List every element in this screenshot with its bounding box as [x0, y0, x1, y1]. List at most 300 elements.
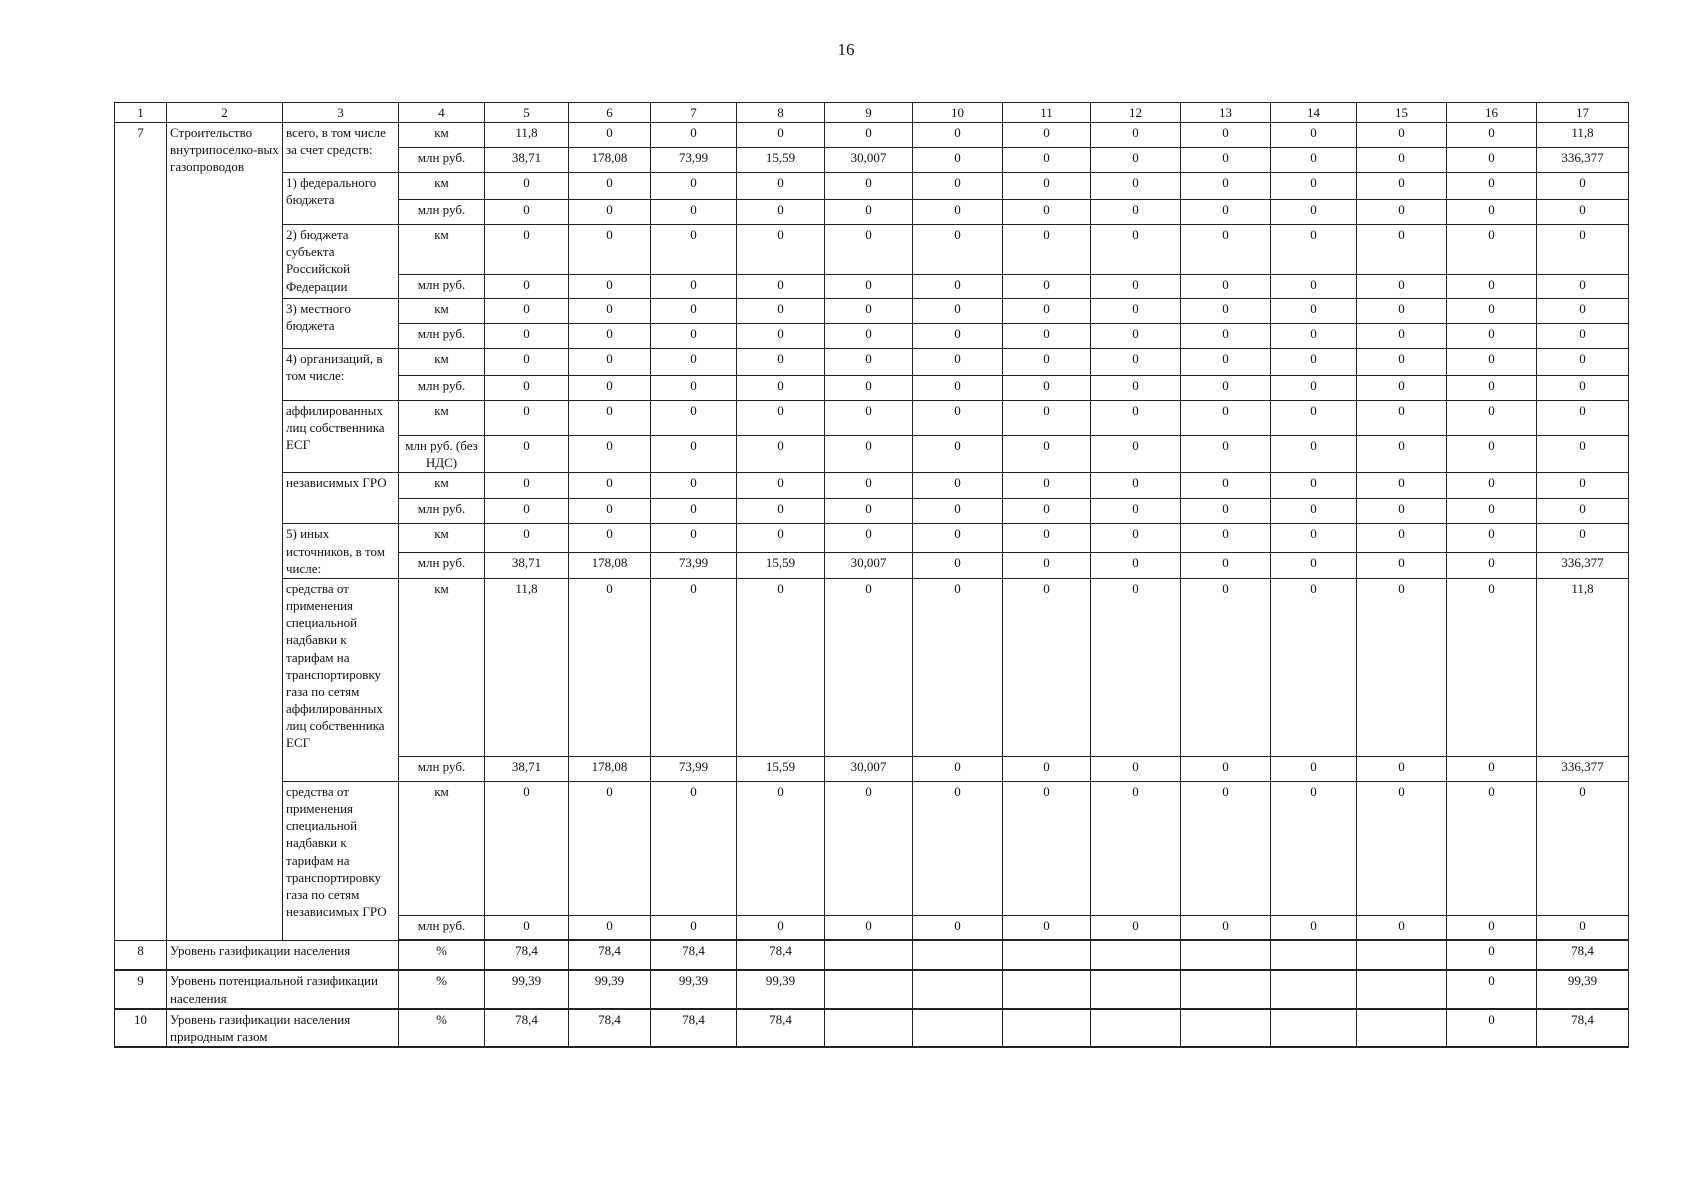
value-cell: 0 — [825, 299, 913, 324]
source-label: всего, в том числе за счет средств: — [283, 123, 399, 173]
value-cell: 0 — [825, 225, 913, 275]
value-cell: 178,08 — [569, 552, 651, 578]
unit-cell: млн руб. — [399, 552, 485, 578]
value-cell: 0 — [651, 349, 737, 376]
value-cell: 0 — [1447, 123, 1537, 148]
value-cell: 0 — [651, 524, 737, 552]
value-cell: 0 — [737, 349, 825, 376]
value-cell: 0 — [825, 578, 913, 756]
value-cell: 0 — [651, 123, 737, 148]
value-cell: 0 — [1537, 524, 1629, 552]
col-header: 11 — [1003, 103, 1091, 123]
row-number: 10 — [115, 1009, 167, 1047]
value-cell: 0 — [1447, 781, 1537, 915]
value-cell: 0 — [1447, 915, 1537, 940]
value-cell: 0 — [737, 275, 825, 299]
unit-cell: млн руб. — [399, 756, 485, 781]
value-cell: 0 — [1537, 349, 1629, 376]
value-cell: 0 — [913, 148, 1003, 173]
value-cell: 0 — [825, 473, 913, 499]
value-cell: 73,99 — [651, 552, 737, 578]
value-cell: 0 — [1003, 401, 1091, 436]
value-cell: 11,8 — [1537, 123, 1629, 148]
col-header: 5 — [485, 103, 569, 123]
page-number: 16 — [837, 40, 855, 59]
value-cell: 0 — [1003, 376, 1091, 401]
value-cell: 0 — [1181, 473, 1271, 499]
value-cell: 0 — [1447, 473, 1537, 499]
value-cell: 15,59 — [737, 756, 825, 781]
source-label: 1) федерального бюджета — [283, 173, 399, 225]
value-cell: 0 — [1447, 275, 1537, 299]
value-cell: 0 — [913, 473, 1003, 499]
value-cell: 99,39 — [651, 970, 737, 1008]
unit-cell: % — [399, 970, 485, 1008]
value-cell: 0 — [1271, 915, 1357, 940]
value-cell: 0 — [1447, 299, 1537, 324]
value-cell: 0 — [1003, 148, 1091, 173]
value-cell: 0 — [1271, 324, 1357, 349]
value-cell: 0 — [1357, 436, 1447, 473]
value-cell: 0 — [1537, 376, 1629, 401]
value-cell: 0 — [913, 275, 1003, 299]
value-cell: 0 — [1447, 940, 1537, 970]
value-cell: 0 — [1447, 756, 1537, 781]
value-cell: 0 — [825, 499, 913, 524]
table-row — [115, 940, 1629, 970]
value-cell: 0 — [1271, 781, 1357, 915]
value-cell: 0 — [569, 499, 651, 524]
value-cell: 0 — [825, 524, 913, 552]
value-cell: 0 — [1271, 524, 1357, 552]
value-cell: 0 — [569, 299, 651, 324]
value-cell: 0 — [825, 123, 913, 148]
value-cell: 0 — [737, 401, 825, 436]
value-cell: 0 — [1091, 401, 1181, 436]
value-cell: 0 — [569, 200, 651, 225]
value-cell: 0 — [1091, 781, 1181, 915]
table-row — [115, 970, 1629, 1008]
value-cell: 0 — [485, 499, 569, 524]
value-cell: 0 — [825, 275, 913, 299]
unit-cell: км — [399, 173, 485, 200]
unit-cell: км — [399, 349, 485, 376]
value-cell: 0 — [1091, 349, 1181, 376]
value-cell: 0 — [825, 401, 913, 436]
unit-cell: км — [399, 524, 485, 552]
value-cell: 0 — [1357, 324, 1447, 349]
value-cell: 0 — [1271, 200, 1357, 225]
value-cell: 0 — [651, 275, 737, 299]
value-cell: 38,71 — [485, 552, 569, 578]
value-cell: 0 — [1003, 915, 1091, 940]
value-cell: 0 — [485, 275, 569, 299]
value-cell: 0 — [569, 401, 651, 436]
row-title: Уровень газификации населения природным газом — [167, 1009, 399, 1047]
table-row — [115, 349, 1629, 376]
value-cell: 30,007 — [825, 148, 913, 173]
value-cell: 0 — [485, 173, 569, 200]
value-cell: 0 — [1181, 552, 1271, 578]
value-cell: 0 — [1447, 225, 1537, 275]
value-cell: 0 — [1181, 524, 1271, 552]
value-cell: 78,4 — [651, 1009, 737, 1047]
value-cell: 0 — [913, 756, 1003, 781]
value-cell: 0 — [1271, 349, 1357, 376]
value-cell: 0 — [737, 324, 825, 349]
value-cell: 0 — [1181, 200, 1271, 225]
row-title: Строительство внутрипоселко-вых газопроводов — [167, 123, 283, 941]
unit-cell: км — [399, 473, 485, 499]
value-cell: 0 — [1181, 578, 1271, 756]
value-cell: 0 — [1091, 275, 1181, 299]
value-cell: 0 — [1271, 552, 1357, 578]
value-cell: 11,8 — [485, 123, 569, 148]
value-cell: 0 — [1271, 578, 1357, 756]
value-cell: 0 — [569, 781, 651, 915]
value-cell: 0 — [1181, 915, 1271, 940]
source-label: 5) иных источников, в том числе: — [283, 524, 399, 578]
value-cell: 0 — [825, 436, 913, 473]
value-cell: 0 — [1357, 200, 1447, 225]
unit-cell: млн руб. — [399, 324, 485, 349]
value-cell: 0 — [1447, 970, 1537, 1008]
value-cell: 0 — [1003, 123, 1091, 148]
value-cell: 0 — [737, 524, 825, 552]
value-cell: 0 — [1091, 552, 1181, 578]
value-cell: 0 — [485, 781, 569, 915]
value-cell: 0 — [1091, 436, 1181, 473]
value-cell: 0 — [825, 376, 913, 401]
value-cell: 0 — [569, 524, 651, 552]
value-cell: 0 — [1271, 173, 1357, 200]
value-cell: 0 — [1537, 473, 1629, 499]
value-cell: 0 — [1181, 781, 1271, 915]
table-row — [115, 578, 1629, 756]
row-title: Уровень газификации населения — [167, 940, 399, 970]
value-cell: 336,377 — [1537, 148, 1629, 173]
value-cell: 0 — [1003, 200, 1091, 225]
value-cell: 78,4 — [651, 940, 737, 970]
table-row — [115, 225, 1629, 275]
unit-cell: млн руб. — [399, 915, 485, 940]
unit-cell: млн руб. (без НДС) — [399, 436, 485, 473]
value-cell: 38,71 — [485, 148, 569, 173]
value-cell: 0 — [1181, 436, 1271, 473]
value-cell: 0 — [1357, 148, 1447, 173]
value-cell: 0 — [1091, 148, 1181, 173]
value-cell: 0 — [651, 173, 737, 200]
value-cell: 73,99 — [651, 756, 737, 781]
value-cell: 0 — [737, 299, 825, 324]
col-header: 2 — [167, 103, 283, 123]
source-label: независимых ГРО — [283, 473, 399, 524]
value-cell: 0 — [1271, 148, 1357, 173]
value-cell: 0 — [825, 781, 913, 915]
value-cell: 0 — [1181, 324, 1271, 349]
value-cell: 99,39 — [737, 970, 825, 1008]
value-cell: 0 — [1537, 173, 1629, 200]
unit-cell: млн руб. — [399, 148, 485, 173]
value-cell: 0 — [1447, 1009, 1537, 1047]
value-cell: 0 — [1357, 275, 1447, 299]
value-cell: 0 — [1091, 376, 1181, 401]
value-cell: 0 — [1447, 200, 1537, 225]
value-cell: 0 — [1271, 275, 1357, 299]
value-cell: 0 — [913, 436, 1003, 473]
value-cell: 0 — [737, 499, 825, 524]
value-cell: 0 — [1091, 299, 1181, 324]
value-cell: 0 — [485, 915, 569, 940]
value-cell: 0 — [1091, 173, 1181, 200]
value-cell: 0 — [651, 376, 737, 401]
col-header: 13 — [1181, 103, 1271, 123]
value-cell: 0 — [737, 473, 825, 499]
value-cell: 0 — [1003, 499, 1091, 524]
value-cell: 78,4 — [569, 1009, 651, 1047]
unit-cell: % — [399, 940, 485, 970]
value-cell: 0 — [1003, 578, 1091, 756]
value-cell: 0 — [1537, 781, 1629, 915]
value-cell: 0 — [485, 473, 569, 499]
value-cell: 0 — [737, 436, 825, 473]
value-cell: 0 — [1357, 915, 1447, 940]
value-cell: 0 — [1003, 524, 1091, 552]
value-cell: 0 — [1091, 324, 1181, 349]
value-cell: 0 — [651, 401, 737, 436]
value-cell: 0 — [825, 324, 913, 349]
value-cell: 0 — [825, 915, 913, 940]
value-cell: 0 — [1357, 401, 1447, 436]
value-cell: 78,4 — [737, 940, 825, 970]
value-cell: 0 — [1447, 578, 1537, 756]
value-cell: 11,8 — [1537, 578, 1629, 756]
value-cell: 0 — [569, 275, 651, 299]
table-row — [115, 299, 1629, 324]
value-cell: 0 — [1271, 499, 1357, 524]
value-cell: 78,4 — [485, 940, 569, 970]
table-row — [115, 473, 1629, 499]
value-cell: 0 — [913, 401, 1003, 436]
value-cell: 0 — [1537, 200, 1629, 225]
value-cell: 0 — [737, 578, 825, 756]
value-cell: 0 — [485, 376, 569, 401]
col-header: 3 — [283, 103, 399, 123]
value-cell: 0 — [1447, 376, 1537, 401]
value-cell: 73,99 — [651, 148, 737, 173]
value-cell: 0 — [913, 376, 1003, 401]
value-cell: 0 — [1357, 299, 1447, 324]
value-cell: 0 — [1537, 299, 1629, 324]
unit-cell: км — [399, 299, 485, 324]
source-label: 4) организаций, в том числе: — [283, 349, 399, 401]
value-cell: 0 — [913, 173, 1003, 200]
value-cell: 0 — [1357, 376, 1447, 401]
value-cell: 0 — [1537, 324, 1629, 349]
value-cell: 0 — [913, 578, 1003, 756]
value-cell: 0 — [913, 524, 1003, 552]
unit-cell: млн руб. — [399, 200, 485, 225]
value-cell: 0 — [485, 401, 569, 436]
value-cell: 0 — [1271, 401, 1357, 436]
value-cell: 0 — [1357, 756, 1447, 781]
value-cell: 0 — [1271, 123, 1357, 148]
value-cell: 0 — [1357, 225, 1447, 275]
value-cell: 0 — [1357, 499, 1447, 524]
value-cell: 0 — [1271, 756, 1357, 781]
value-cell: 0 — [1537, 499, 1629, 524]
value-cell: 0 — [913, 225, 1003, 275]
value-cell: 0 — [1091, 915, 1181, 940]
value-cell: 0 — [1357, 524, 1447, 552]
value-cell: 0 — [913, 324, 1003, 349]
value-cell: 0 — [1447, 173, 1537, 200]
value-cell: 0 — [1537, 401, 1629, 436]
value-cell: 78,4 — [569, 940, 651, 970]
value-cell: 0 — [1003, 436, 1091, 473]
value-cell: 0 — [1181, 349, 1271, 376]
value-cell: 0 — [1537, 915, 1629, 940]
value-cell: 0 — [1181, 225, 1271, 275]
value-cell: 0 — [913, 552, 1003, 578]
value-cell: 0 — [651, 578, 737, 756]
value-cell: 0 — [569, 473, 651, 499]
value-cell: 0 — [1003, 324, 1091, 349]
value-cell: 0 — [737, 225, 825, 275]
value-cell: 0 — [825, 200, 913, 225]
table-row — [115, 524, 1629, 552]
value-cell: 0 — [913, 915, 1003, 940]
unit-cell: млн руб. — [399, 275, 485, 299]
value-cell: 99,39 — [1537, 970, 1629, 1008]
source-label: средства от применения специальной надбавки к тарифам на транспортировку газа по сетям независимых ГРО — [283, 781, 399, 940]
unit-cell: км — [399, 578, 485, 756]
value-cell: 0 — [1181, 756, 1271, 781]
value-cell: 0 — [1181, 499, 1271, 524]
value-cell: 0 — [485, 225, 569, 275]
value-cell: 0 — [1091, 225, 1181, 275]
value-cell: 0 — [1537, 275, 1629, 299]
value-cell: 0 — [1357, 123, 1447, 148]
value-cell: 78,4 — [1537, 1009, 1629, 1047]
value-cell: 0 — [1003, 275, 1091, 299]
value-cell: 178,08 — [569, 756, 651, 781]
row-number: 8 — [115, 940, 167, 970]
col-header: 4 — [399, 103, 485, 123]
value-cell: 0 — [651, 200, 737, 225]
value-cell: 0 — [651, 324, 737, 349]
value-cell: 0 — [825, 173, 913, 200]
value-cell: 0 — [1447, 552, 1537, 578]
value-cell: 0 — [1271, 376, 1357, 401]
value-cell: 0 — [1091, 200, 1181, 225]
col-header: 15 — [1357, 103, 1447, 123]
unit-cell: км — [399, 781, 485, 915]
value-cell: 0 — [1271, 436, 1357, 473]
value-cell: 0 — [1447, 524, 1537, 552]
col-header: 8 — [737, 103, 825, 123]
value-cell: 0 — [1271, 299, 1357, 324]
value-cell: 0 — [913, 781, 1003, 915]
value-cell: 78,4 — [485, 1009, 569, 1047]
value-cell: 0 — [1003, 781, 1091, 915]
table-row — [115, 173, 1629, 200]
column-number-row — [115, 103, 1629, 123]
value-cell: 0 — [1003, 173, 1091, 200]
value-cell: 0 — [737, 781, 825, 915]
col-header: 14 — [1271, 103, 1357, 123]
value-cell: 178,08 — [569, 148, 651, 173]
value-cell: 0 — [1181, 376, 1271, 401]
value-cell: 99,39 — [569, 970, 651, 1008]
value-cell: 78,4 — [1537, 940, 1629, 970]
value-cell: 0 — [1537, 225, 1629, 275]
value-cell: 11,8 — [485, 578, 569, 756]
source-label: 3) местного бюджета — [283, 299, 399, 349]
value-cell: 0 — [485, 324, 569, 349]
value-cell: 0 — [1357, 578, 1447, 756]
value-cell: 0 — [651, 915, 737, 940]
value-cell: 0 — [1181, 123, 1271, 148]
value-cell: 0 — [651, 299, 737, 324]
value-cell: 0 — [569, 915, 651, 940]
value-cell: 0 — [737, 915, 825, 940]
value-cell: 0 — [1181, 275, 1271, 299]
value-cell: 0 — [1271, 473, 1357, 499]
value-cell: 78,4 — [737, 1009, 825, 1047]
value-cell: 0 — [485, 436, 569, 473]
value-cell: 0 — [1003, 349, 1091, 376]
value-cell: 0 — [913, 200, 1003, 225]
value-cell: 0 — [1181, 401, 1271, 436]
value-cell: 0 — [1091, 473, 1181, 499]
table-row — [115, 401, 1629, 436]
value-cell: 0 — [1003, 756, 1091, 781]
value-cell: 0 — [485, 524, 569, 552]
value-cell: 0 — [1447, 401, 1537, 436]
value-cell: 0 — [1447, 349, 1537, 376]
col-header: 1 — [115, 103, 167, 123]
col-header: 6 — [569, 103, 651, 123]
value-cell: 0 — [737, 200, 825, 225]
value-cell: 0 — [569, 578, 651, 756]
value-cell: 0 — [1091, 756, 1181, 781]
value-cell: 0 — [1091, 578, 1181, 756]
col-header: 16 — [1447, 103, 1537, 123]
value-cell: 0 — [569, 173, 651, 200]
value-cell: 336,377 — [1537, 756, 1629, 781]
value-cell: 0 — [1003, 299, 1091, 324]
unit-cell: км — [399, 123, 485, 148]
row-number: 7 — [115, 123, 167, 941]
source-label: 2) бюджета субъекта Российской Федерации — [283, 225, 399, 299]
col-header: 7 — [651, 103, 737, 123]
value-cell: 0 — [1091, 524, 1181, 552]
value-cell: 38,71 — [485, 756, 569, 781]
value-cell: 99,39 — [485, 970, 569, 1008]
value-cell: 0 — [1357, 473, 1447, 499]
value-cell: 0 — [569, 376, 651, 401]
unit-cell: км — [399, 401, 485, 436]
value-cell: 30,007 — [825, 756, 913, 781]
table-row — [115, 123, 1629, 148]
value-cell: 0 — [651, 436, 737, 473]
value-cell: 0 — [485, 200, 569, 225]
col-header: 12 — [1091, 103, 1181, 123]
value-cell: 0 — [1091, 123, 1181, 148]
value-cell: 0 — [1537, 436, 1629, 473]
value-cell: 0 — [651, 781, 737, 915]
